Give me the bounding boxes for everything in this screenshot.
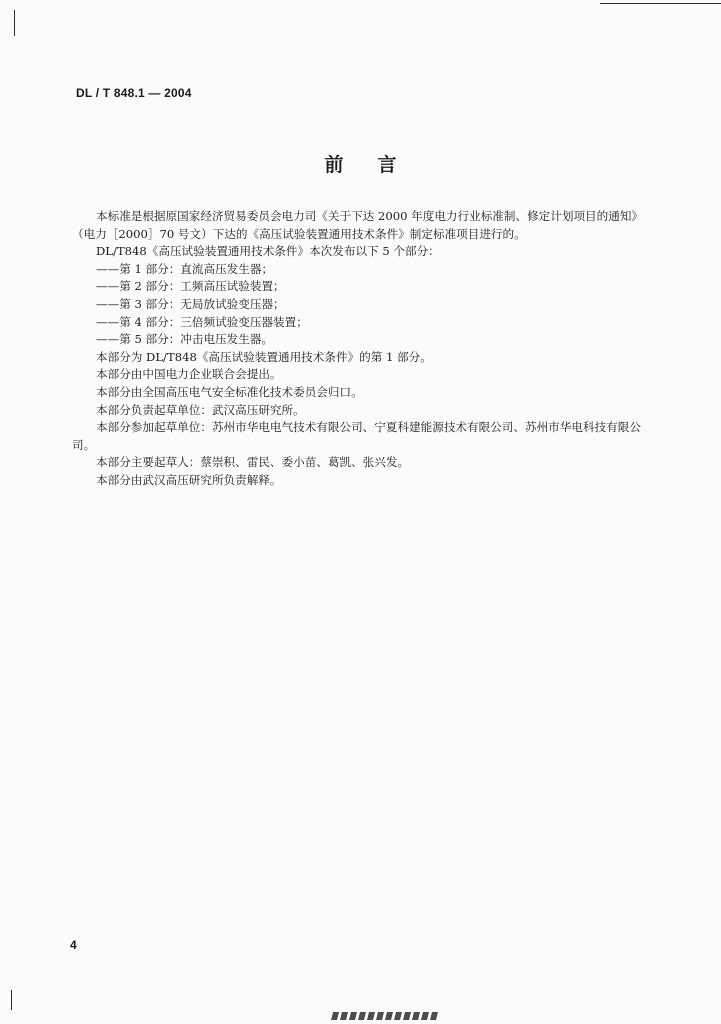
document-code: DL / T 848.1 — 2004 xyxy=(76,86,192,100)
list-item: ——第 5 部分：冲击电压发生器。 xyxy=(96,332,274,347)
paragraph: 本部分参加起草单位：苏州市华电电气技术有限公司、宁夏科建能源技术有限公司、苏州市华电科技有限公司。 xyxy=(72,420,641,452)
list-item: ——第 4 部分：三倍频试验变压器装置； xyxy=(96,314,308,329)
scan-edge-bottom-left xyxy=(11,990,12,1010)
scan-artifact xyxy=(331,1012,439,1020)
paragraph: 本部分由全国高压电气安全标准化技术委员会归口。 xyxy=(96,384,363,399)
paragraph: 本部分由武汉高压研究所负责解释。 xyxy=(96,472,282,487)
paragraph: 本标准是根据原国家经济贸易委员会电力司《关于下达 2000 年度电力行业标准制、修定计划项目的通知》（电力［2000］70 号文）下达的《高压试验装置通用技术条件》制定标准项目进行的。 xyxy=(72,209,644,241)
list-item: ——第 1 部分：直流高压发生器； xyxy=(96,261,274,276)
paragraph: DL/T848《高压试验装置通用技术条件》本次发布以下 5 个部分： xyxy=(96,244,440,259)
paragraph: 本部分主要起草人：蔡崇积、雷民、委小苗、葛凯、张兴发。 xyxy=(96,455,410,470)
page-number: 4 xyxy=(70,938,77,952)
scan-edge-top-left xyxy=(14,10,15,36)
list-item: ——第 3 部分：无局放试验变压器； xyxy=(96,296,285,311)
paragraph: 本部分由中国电力企业联合会提出。 xyxy=(96,367,282,382)
scan-edge-top-right xyxy=(600,3,721,4)
paragraph: 本部分负责起草单位：武汉高压研究所。 xyxy=(96,402,305,417)
paragraph: 本部分为 DL/T848《高压试验装置通用技术条件》的第 1 部分。 xyxy=(96,349,432,364)
foreword-body xyxy=(72,208,648,490)
page-title: 前言 xyxy=(324,154,431,176)
list-item: ——第 2 部分：工频高压试验装置； xyxy=(96,279,285,294)
